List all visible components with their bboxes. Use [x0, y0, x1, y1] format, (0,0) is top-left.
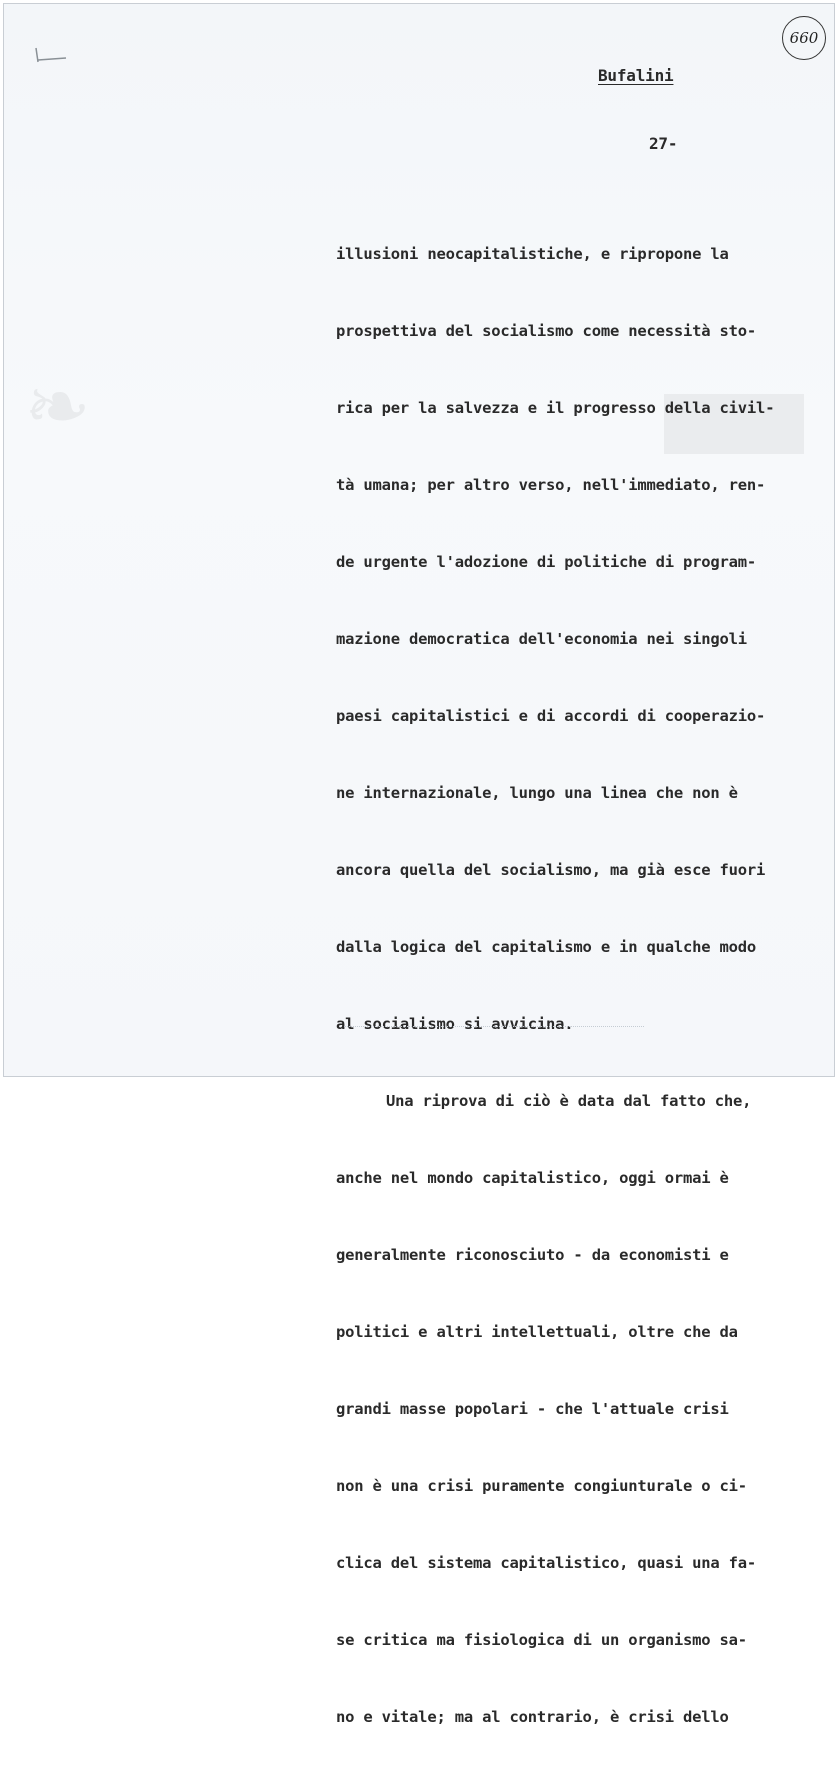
text-line: grandi masse popolari - che l'attuale crisi: [336, 1400, 729, 1418]
text-line: paesi capitalistici e di accordi di cooperazio-: [336, 707, 766, 725]
text-line: politici e altri intellettuali, oltre che da: [336, 1323, 738, 1341]
text-line: generalmente riconosciuto - da economisti e: [336, 1246, 729, 1264]
page-number: 27-: [649, 134, 678, 153]
page-edge-trace: [344, 1026, 644, 1027]
text-line: dalla logica del capitalismo e in qualche modo: [336, 938, 757, 956]
text-line: anche nel mondo capitalistico, oggi ormai è: [336, 1169, 729, 1187]
text-line: no e vitale; ma al contrario, è crisi dello: [336, 1708, 729, 1726]
text-line: mazione democratica dell'economia nei singoli: [336, 630, 747, 648]
text-line: rica per la salvezza e il progresso della civil-: [336, 399, 775, 417]
typewritten-page: [3, 3, 835, 1726]
text-line: illusioni neocapitalistiche, e ripropone la: [336, 245, 729, 263]
text-line: non è una crisi puramente congiunturale o ci-: [336, 1477, 747, 1495]
svg-text:❧: ❧: [24, 360, 92, 453]
pencil-mark: [34, 44, 68, 64]
text-line: al socialismo si avvicina.: [336, 1015, 574, 1033]
text-line: de urgente l'adozione di politiche di program-: [336, 553, 757, 571]
stamp-number: 660: [789, 29, 819, 47]
text-line: tà umana; per altro verso, nell'immediato, ren-: [336, 476, 766, 494]
text-line: ne internazionale, lungo una linea che non è: [336, 784, 738, 802]
text-line: ancora quella del socialismo, ma già esce fuori: [336, 861, 766, 879]
text-line: se critica ma fisiologica di un organismo sa-: [336, 1631, 747, 1649]
archive-page-stamp: [782, 16, 826, 60]
paragraph-start-line: Una riprova di ciò è data dal fatto che,: [386, 1092, 752, 1110]
text-line: prospettiva del socialismo come necessità sto-: [336, 322, 757, 340]
author-header: Bufalini: [598, 66, 674, 85]
body-text: [336, 204, 774, 1782]
text-line: clica del sistema capitalistico, quasi una fa-: [336, 1554, 757, 1572]
